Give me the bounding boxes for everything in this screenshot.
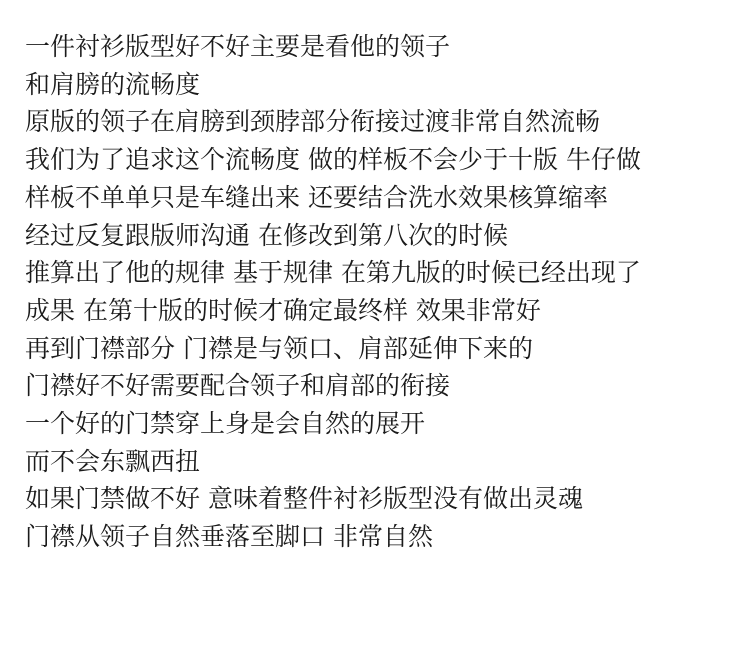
text-line: 门襟好不好需要配合领子和肩部的衔接 <box>25 371 451 401</box>
text-line: 一个好的门禁穿上身是会自然的展开 <box>25 409 426 439</box>
text-line: 我们为了追求这个流畅度 做的样板不会少于十版 牛仔做 <box>25 145 641 175</box>
text-line: 如果门禁做不好 意味着整件衬衫版型没有做出灵魂 <box>25 484 583 514</box>
text-line: 样板不单单只是车缝出来 还要结合洗水效果核算缩率 <box>25 182 608 212</box>
text-line: 和肩膀的流畅度 <box>25 69 201 99</box>
text-line: 经过反复跟版师沟通 在修改到第八次的时候 <box>25 220 508 250</box>
text-line: 成果 在第十版的时候才确定最终样 效果非常好 <box>25 295 541 325</box>
text-line: 推算出了他的规律 基于规律 在第九版的时候已经出现了 <box>25 258 641 288</box>
text-line: 一件衬衫版型好不好主要是看他的领子 <box>25 32 451 61</box>
text-line: 门襟从领子自然垂落至脚口 非常自然 <box>25 522 433 552</box>
text-line: 原版的领子在肩膀到颈脖部分衔接过渡非常自然流畅 <box>25 107 601 137</box>
text-body <box>25 28 740 556</box>
text-line: 再到门襟部分 门襟是与领口、肩部延伸下来的 <box>25 333 533 363</box>
text-line: 而不会东飘西扭 <box>25 446 201 476</box>
